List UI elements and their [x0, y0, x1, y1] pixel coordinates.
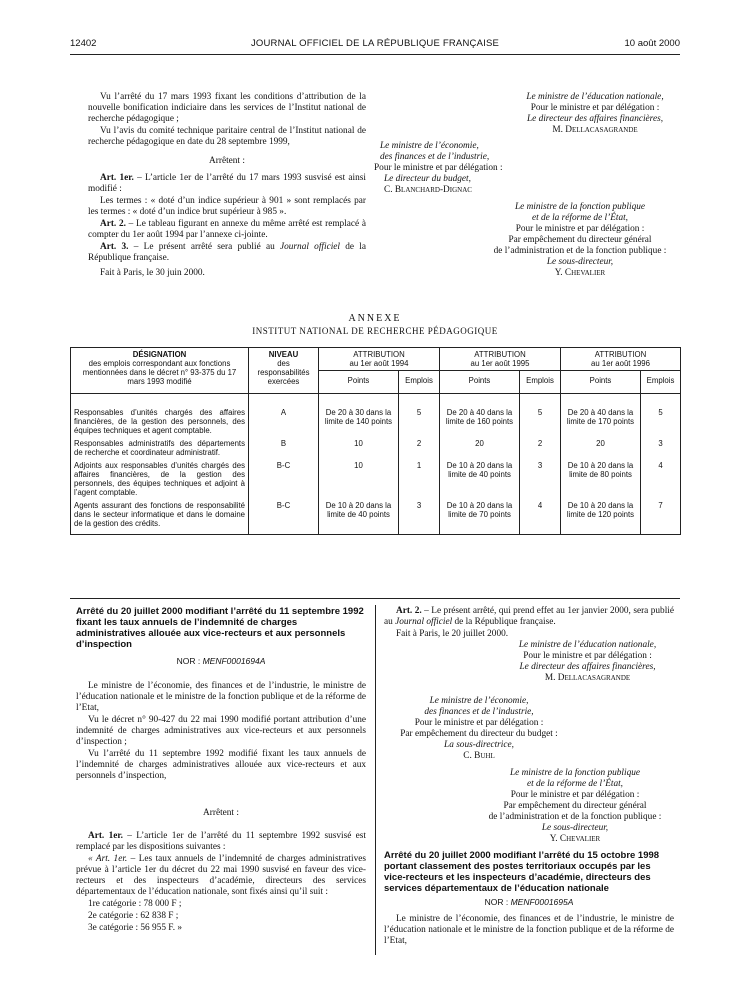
sig-line: des finances et de l’industrie, [380, 152, 490, 162]
fait-a-paris: Fait à Paris, le 30 juin 2000. [100, 268, 205, 278]
cell-points-1996: De 20 à 40 dans la limite de 170 points [561, 394, 641, 438]
article-2-label: Art. 2. [100, 219, 126, 229]
cell-emplois-1994: 2 [399, 437, 440, 459]
nor-value: MENF0001695A [510, 897, 574, 907]
signature-block-fonction-publique [480, 202, 680, 279]
article-3-text-b: de la République française. [88, 242, 366, 263]
article-2-journal: Journal officiel [395, 617, 453, 627]
cell-niveau: B [249, 437, 319, 459]
cell-points-1995: De 10 à 20 dans la limite de 70 points [440, 499, 520, 535]
article-2-label: Art. 2. [396, 606, 422, 616]
designation-title: DÉSIGNATION [132, 350, 187, 359]
article-3-journal: Journal officiel [280, 242, 340, 252]
cell-points-1995: De 10 à 20 dans la limite de 40 points [440, 459, 520, 499]
sig-line: Le directeur du budget, [384, 174, 471, 184]
cell-niveau: B-C [249, 499, 319, 535]
sig-line: Le sous-directeur, [541, 823, 609, 833]
article-1-label: Art. 1er. [88, 831, 123, 841]
section-rule [70, 598, 680, 599]
header-emplois: Emplois [641, 371, 681, 394]
table-row [71, 437, 681, 459]
sig-name: M. Dellacasagrande [552, 125, 638, 135]
cell-emplois-1996: 7 [641, 499, 681, 535]
header-emplois: Emplois [399, 371, 440, 394]
cell-emplois-1995: 5 [520, 394, 561, 438]
nor-value: MENF0001694A [202, 656, 266, 666]
attribution-sub: au 1er août 1995 [470, 359, 530, 368]
cell-emplois-1995: 3 [520, 459, 561, 499]
article-3-text-a: – Le présent arrêté sera publié au [128, 242, 280, 252]
attribution-sub: au 1er août 1996 [591, 359, 650, 368]
cell-points-1996: 20 [561, 437, 641, 459]
article-1-quote [76, 854, 366, 898]
arretent-label: Arrêtent : [209, 156, 245, 166]
fait-a-paris: Fait à Paris, le 20 juillet 2000. [396, 629, 509, 639]
sig-line: de l’administration et de la fonction publique : [493, 246, 667, 256]
cell-points-1996: De 10 à 20 dans la limite de 120 points [561, 499, 641, 535]
article-1-text: – L’article 1er de l’arrêté du 17 mars 1993 susvisé est ainsi modifié : [88, 173, 366, 194]
quote-text: – Les taux annuels de l’indemnité de charges administratives prévue à l’article 1er du décret du 22 mai 1990 susvisé en faveur des vice-recteurs et des inspecteurs d’académie, directeurs des services départementaux de l’éducation nationale, sont fixés ainsi qu’il suit : [76, 854, 366, 897]
vu-paragraph-1: Vu l’arrêté du 17 mars 1993 fixant les conditions d’attribution de la nouvelle bonification indiciaire dans les services de l’Institut national de recherche pédagogique ; [88, 92, 366, 124]
arretent-label: Arrêtent : [203, 808, 239, 818]
sig-line: et de la réforme de l’État, [531, 213, 629, 223]
category-1: 1re catégorie : 78 000 F ; [88, 899, 182, 909]
attribution-sub: au 1er août 1994 [349, 359, 409, 368]
cell-emplois-1994: 3 [399, 499, 440, 535]
cell-niveau: B-C [249, 459, 319, 499]
cell-emplois-1994: 1 [399, 459, 440, 499]
cell-emplois-1995: 4 [520, 499, 561, 535]
top-left-column [88, 92, 366, 280]
quote-label: « Art. 1er. [88, 854, 128, 864]
header-points: Points [440, 371, 520, 394]
sig-line: Le ministre de l’éducation nationale, [526, 92, 664, 102]
arrete-title-2: Arrêté du 20 juillet 2000 modifiant l’arrêté du 15 octobre 1998 portant classement des postes territoriaux occupés par les vice-recteurs et les inspecteurs d’académie, directeurs des services départementaux de l’éducation nationale [384, 850, 660, 894]
cell-points-1994: 10 [319, 459, 399, 499]
signature-block-education-2 [490, 640, 685, 684]
attribution-title: ATTRIBUTION [353, 350, 405, 359]
sig-line: Le ministre de l’économie, [380, 141, 479, 151]
sig-name: C. Buhl [463, 751, 495, 761]
header-attribution-1995 [440, 348, 561, 371]
article-2-text-b: de la République française. [452, 617, 556, 627]
sig-line: des finances et de l’industrie, [424, 707, 534, 717]
sig-name: C. Blanchard-Dignac [384, 185, 472, 195]
sig-line: Le directeur des affaires financières, [519, 662, 656, 672]
cell-points-1994: De 20 à 30 dans la limite de 140 points [319, 394, 399, 438]
sig-line: Pour le ministre et par délégation : [515, 224, 645, 234]
niveau-sub: des responsabilités exercées [257, 359, 310, 386]
cell-points-1995: De 20 à 40 dans la limite de 160 points [440, 394, 520, 438]
sig-line: Le directeur des affaires financières, [526, 114, 664, 124]
signature-block-fonction-publique-2 [470, 768, 680, 845]
nor-label: NOR : [176, 656, 203, 666]
cell-niveau: A [249, 394, 319, 438]
article-1 [76, 831, 366, 853]
table-row [71, 499, 681, 535]
header-niveau [249, 348, 319, 394]
niveau-title: NIVEAU [268, 350, 299, 359]
preamble: Le ministre de l’économie, des finances et de l’industrie, le ministre de l’éducation nationale et le ministre de la fonction publique et de la réforme de l’Etat, [76, 681, 366, 713]
article-3 [88, 242, 366, 264]
signature-block-education [500, 92, 690, 136]
header-rule [70, 54, 680, 55]
attribution-title: ATTRIBUTION [474, 350, 526, 359]
journal-title: JOURNAL OFFICIEL DE LA RÉPUBLIQUE FRANÇAISE [250, 38, 500, 49]
annexe-table [70, 347, 681, 535]
attribution-title: ATTRIBUTION [594, 350, 647, 359]
article-2-text: – Le tableau figurant en annexe du même arrêté est remplacé à compter du 1er août 1994 par l’annexe ci-jointe. [88, 219, 366, 240]
article-1-text: – L’article 1er de l’arrêté du 11 septembre 1992 susvisé est remplacé par les dispositions suivantes : [76, 831, 366, 852]
nor-reference-2 [384, 897, 674, 908]
column-divider [375, 605, 376, 955]
cell-points-1994: De 10 à 20 dans la limite de 40 points [319, 499, 399, 535]
article-2-text-a: – Le présent arrêté, qui prend effet au 1er janvier 2000, sera publié au [384, 606, 674, 627]
sig-line: Le ministre de l’économie, [429, 696, 529, 706]
sig-line: et de la réforme de l’État, [526, 779, 624, 789]
sig-line: Par empêchement du directeur général [503, 801, 647, 811]
cell-designation: Adjoints aux responsables d’unités chargés des affaires financières, de la gestion des personnels, des équipes techniques et adjoint à l’agent comptable. [71, 459, 249, 499]
vu-arrete: Vu l’arrêté du 11 septembre 1992 modifié fixant les taux annuels de l’indemnité de charges administratives allouée aux vice-recteurs et aux personnels d’inspection, [76, 749, 366, 781]
sig-line: Pour le ministre et par délégation : [523, 651, 652, 661]
bottom-left-column [76, 606, 366, 935]
header-designation [71, 348, 249, 394]
cell-designation: Responsables d’unités chargés des affaires financières, de la gestion des personnels, des équipes techniques et agent comptable. [71, 394, 249, 438]
cell-designation: Responsables administratifs des départements de recherche et coordinateur administratif. [71, 437, 249, 459]
signature-block-economie [374, 141, 530, 196]
category-2: 2e catégorie : 62 838 F ; [88, 911, 179, 921]
article-1 [88, 173, 366, 195]
sig-line: Par empêchement du directeur général [508, 235, 652, 245]
article-3-label: Art. 3. [100, 242, 129, 252]
designation-sub: des emplois correspondant aux fonctions mentionnées dans le décret n° 93-375 du 17 mars 1993 modifié [82, 359, 237, 386]
nor-reference [76, 656, 366, 667]
category-3: 3e catégorie : 56 955 F. » [88, 923, 183, 933]
arrete-title-1: Arrêté du 20 juillet 2000 modifiant l’arrêté du 11 septembre 1992 fixant les taux annuels de l’indemnité de charges administratives allouée aux vice-recteurs et aux personnels d’inspection [76, 606, 364, 650]
signature-block-economie-2 [384, 696, 574, 762]
vu-paragraph-2: Vu l’avis du comité technique paritaire central de l’Institut national de recherche pédagogique en date du 28 septembre 1999, [88, 126, 366, 147]
sig-line: Pour le ministre et par délégation : [414, 718, 544, 728]
cell-emplois-1995: 2 [520, 437, 561, 459]
sig-line: Pour le ministre et par délégation : [510, 790, 640, 800]
header-points: Points [319, 371, 399, 394]
cell-designation: Agents assurant des fonctions de responsabilité dans le secteur informatique et dans le domaine de la gestion des crédits. [71, 499, 249, 535]
page-header [70, 38, 680, 54]
article-1-label: Art. 1er. [100, 173, 134, 183]
sig-line: Par empêchement du directeur du budget : [400, 729, 558, 739]
cell-emplois-1996: 3 [641, 437, 681, 459]
issue-date: 10 août 2000 [624, 38, 680, 49]
nor-label: NOR : [484, 897, 511, 907]
header-attribution-1996 [561, 348, 681, 371]
bottom-right-column [384, 606, 674, 641]
cell-points-1995: 20 [440, 437, 520, 459]
sig-line: Le sous-directeur, [546, 257, 614, 267]
sig-line: La sous-directrice, [444, 740, 514, 750]
article-1-termes: Les termes : « doté d’un indice supérieur à 901 » sont remplacés par les termes : « doté d’un indice brut supérieur à 985 ». [88, 196, 366, 217]
sig-name: M. Dellacasagrande [544, 673, 631, 683]
sig-line: Le ministre de l’éducation nationale, [518, 640, 657, 650]
annexe-table-body [71, 394, 681, 535]
annexe-title: ANNEXE [348, 313, 402, 324]
table-row [71, 394, 681, 438]
sig-line: Le ministre de la fonction publique [514, 202, 646, 212]
bottom-right-second-arrete [384, 850, 674, 948]
page-number: 12402 [70, 38, 97, 49]
table-row [71, 459, 681, 499]
annexe-subtitle: INSTITUT NATIONAL DE RECHERCHE PÉDAGOGIQUE [252, 326, 498, 336]
cell-emplois-1996: 4 [641, 459, 681, 499]
sig-line: de l’administration et de la fonction publique : [488, 812, 662, 822]
sig-name: Y. Chevalier [554, 268, 606, 278]
article-2 [88, 219, 366, 241]
article-2 [384, 606, 674, 628]
cell-points-1994: 10 [319, 437, 399, 459]
cell-points-1996: De 10 à 20 dans la limite de 80 points [561, 459, 641, 499]
sig-name: Y. Chevalier [549, 834, 601, 844]
vu-decret: Vu le décret n° 90-427 du 22 mai 1990 modifié portant attribution d’une indemnité de charges administratives aux vice-recteurs et aux personnels d’inspection ; [76, 715, 366, 747]
header-attribution-1994 [319, 348, 440, 371]
cell-emplois-1996: 5 [641, 394, 681, 438]
preamble-2: Le ministre de l’économie, des finances et de l’industrie, le ministre de l’éducation nationale et le ministre de la fonction publique et de la réforme de l’Etat, [384, 914, 674, 946]
header-emplois: Emplois [520, 371, 561, 394]
cell-emplois-1994: 5 [399, 394, 440, 438]
sig-line: Pour le ministre et par délégation : [530, 103, 660, 113]
sig-line: Pour le ministre et par délégation : [374, 163, 503, 173]
header-points: Points [561, 371, 641, 394]
sig-line: Le ministre de la fonction publique [509, 768, 641, 778]
